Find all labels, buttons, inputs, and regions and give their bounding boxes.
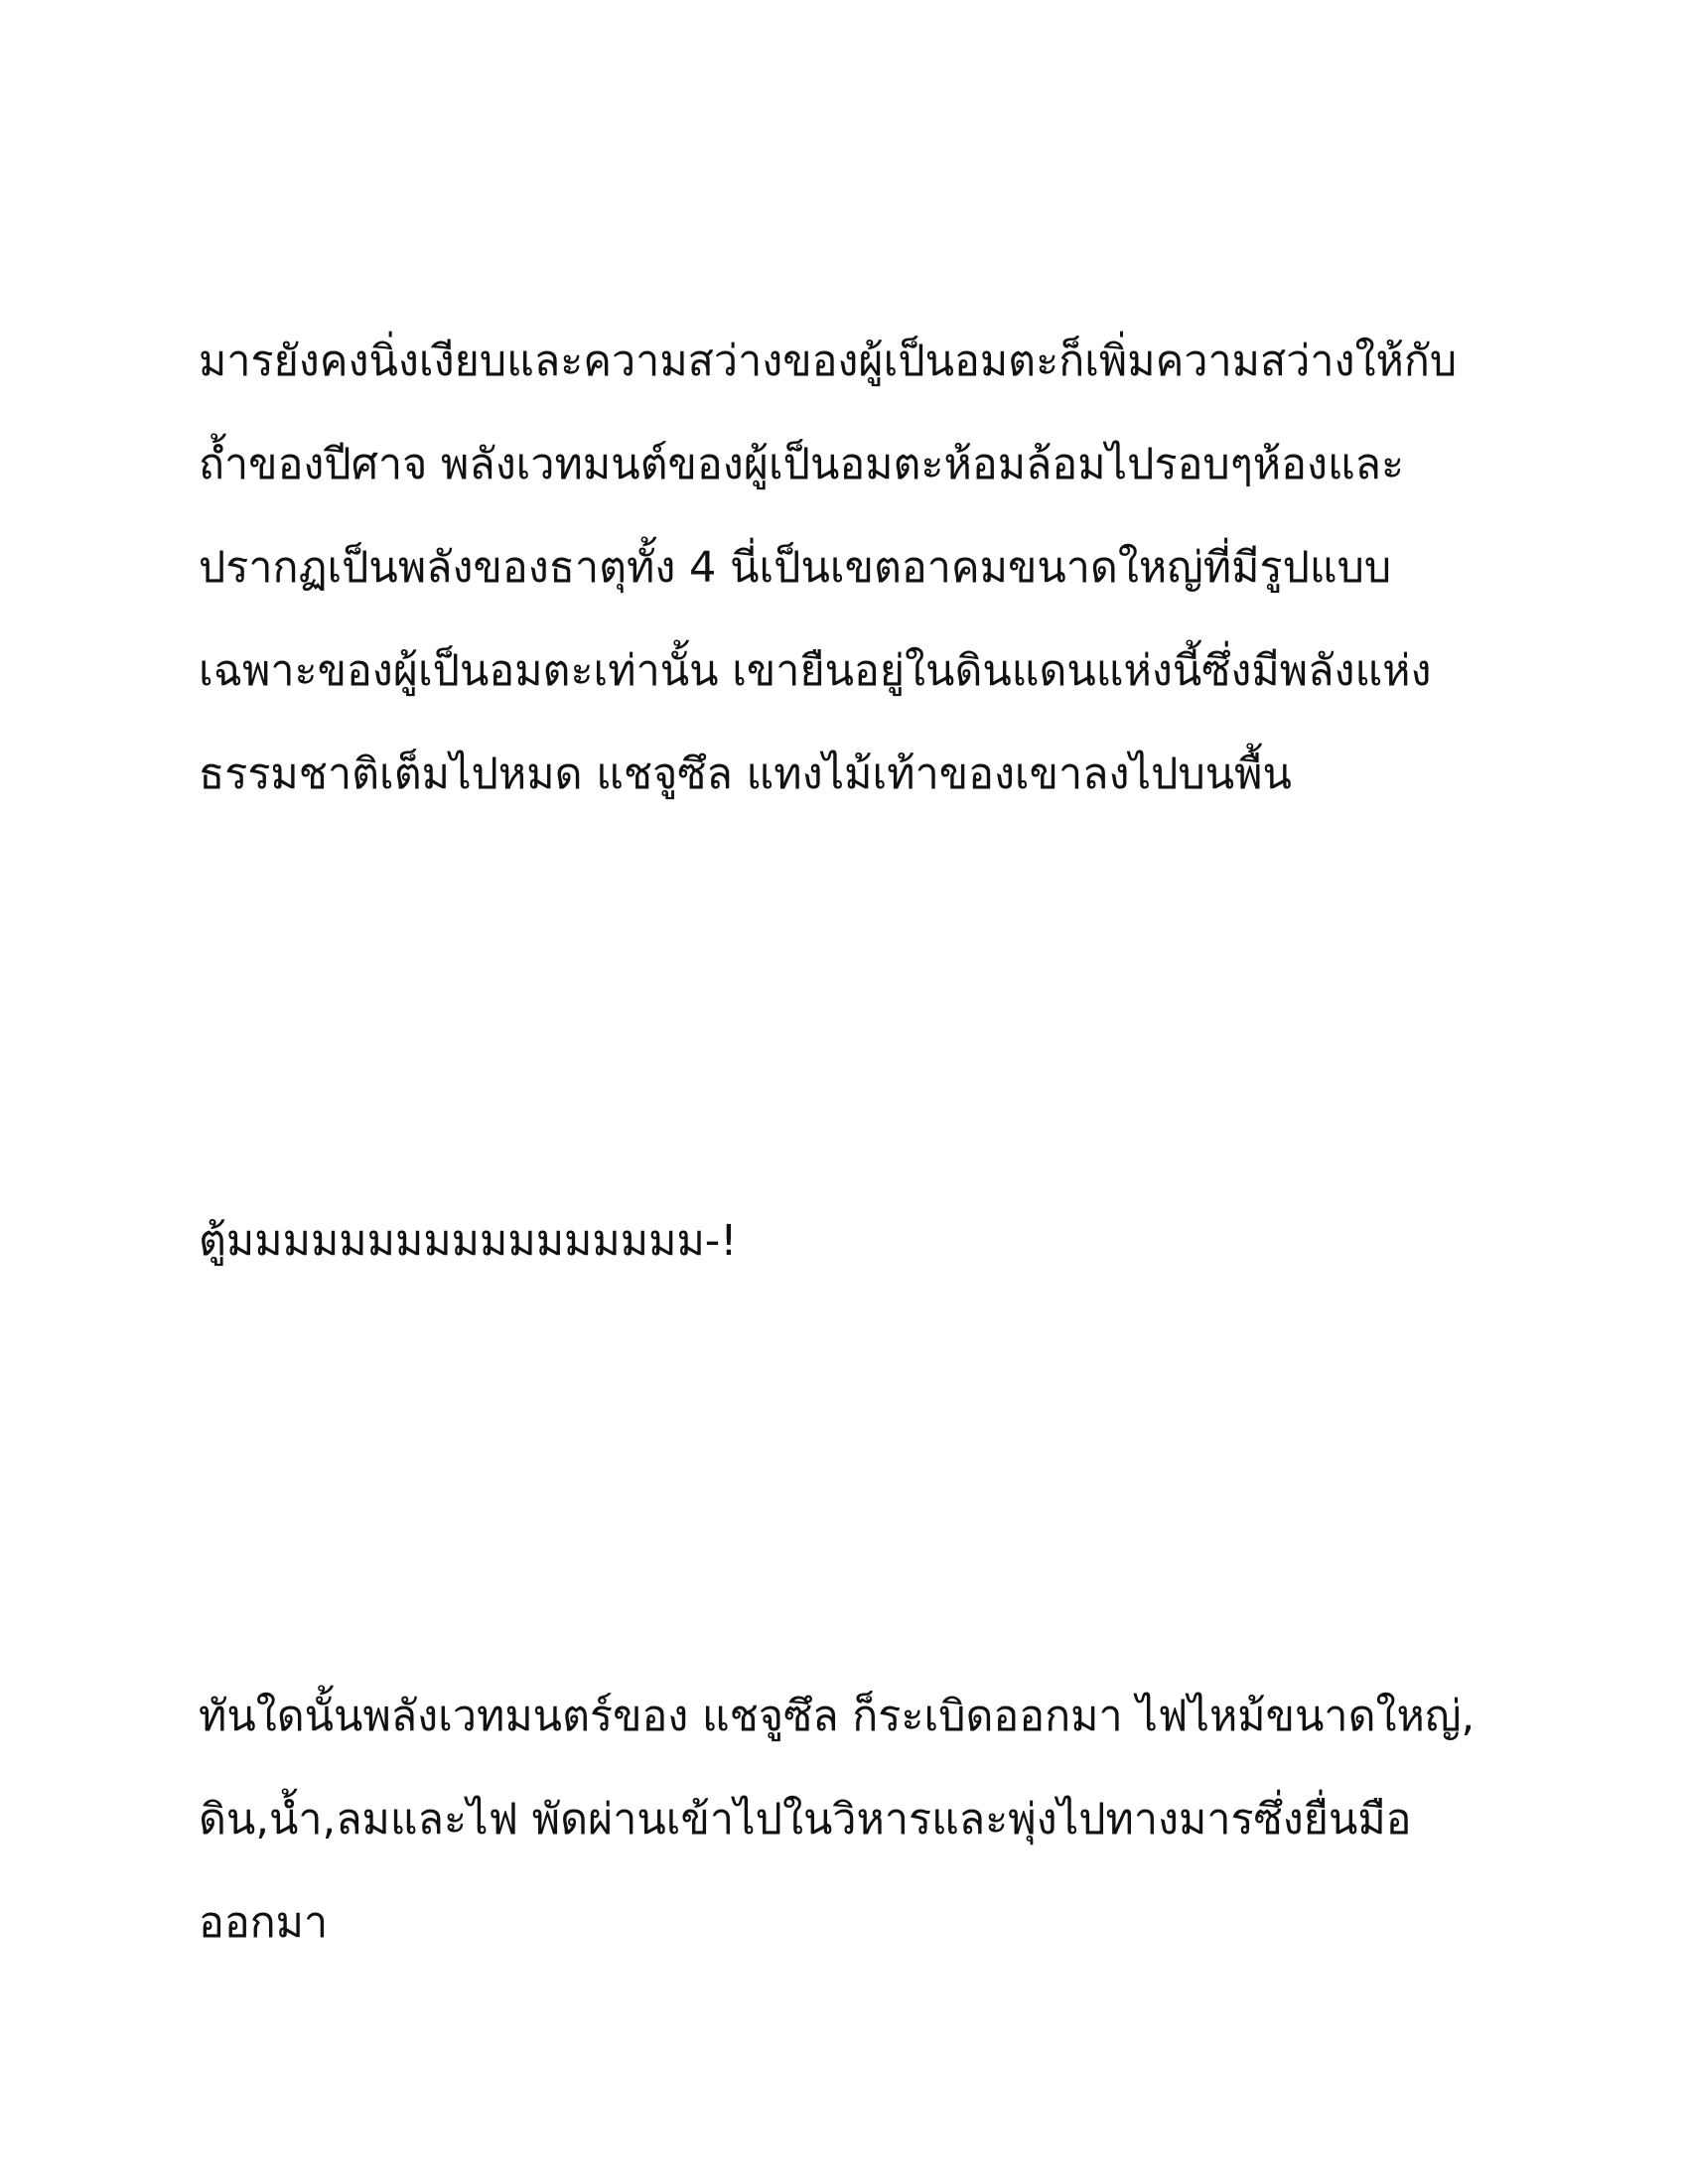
paragraph-line: ทันใดนั้นพลังเวทมนตร์ของ แชจูซึล ก็ระเบิดออกมา ไฟไหม้ขนาดใหญ่,	[199, 1692, 1476, 1741]
paragraph-3	[199, 1665, 1509, 1975]
paragraph-line: ออกมา	[199, 1898, 329, 1948]
paragraph-line: ถ้ำของปีศาจ พลังเวทมนต์ของผู้เป็นอมตะห้อมล้อมไปรอบๆห้องและ	[199, 440, 1405, 489]
paragraph-2	[199, 1189, 1509, 1293]
paragraph-line: ปรากฏเป็นพลังของธาตุทั้ง 4 นี่เป็นเขตอาคมขนาดใหญ่ที่มีรูปแบบ	[199, 543, 1392, 593]
paragraph-line: เฉพาะของผู้เป็นอมตะเท่านั้น เขายืนอยู่ในดินแดนแห่งนี้ซึ่งมีพลังแห่ง	[199, 646, 1432, 696]
paragraph-line: มารยังคงนิ่งเงียบและความสว่างของผู้เป็นอมตะก็เพิ่มความสว่างให้กับ	[199, 337, 1458, 386]
paragraph-line: ดิน,น้ำ,ลมและไฟ พัดผ่านเข้าไปในวิหารและพุ่งไปทางมารซึ่งยื่นมือ	[199, 1795, 1412, 1844]
paragraph-line: ตู้มมมมมมมมมมมมมมมมม-!	[199, 1216, 738, 1266]
paragraph-1	[199, 310, 1509, 826]
paragraph-line: ธรรมชาติเต็มไปหมด แชจูซึล แทงไม้เท้าของเขาลงไปบนพื้น	[199, 750, 1292, 799]
